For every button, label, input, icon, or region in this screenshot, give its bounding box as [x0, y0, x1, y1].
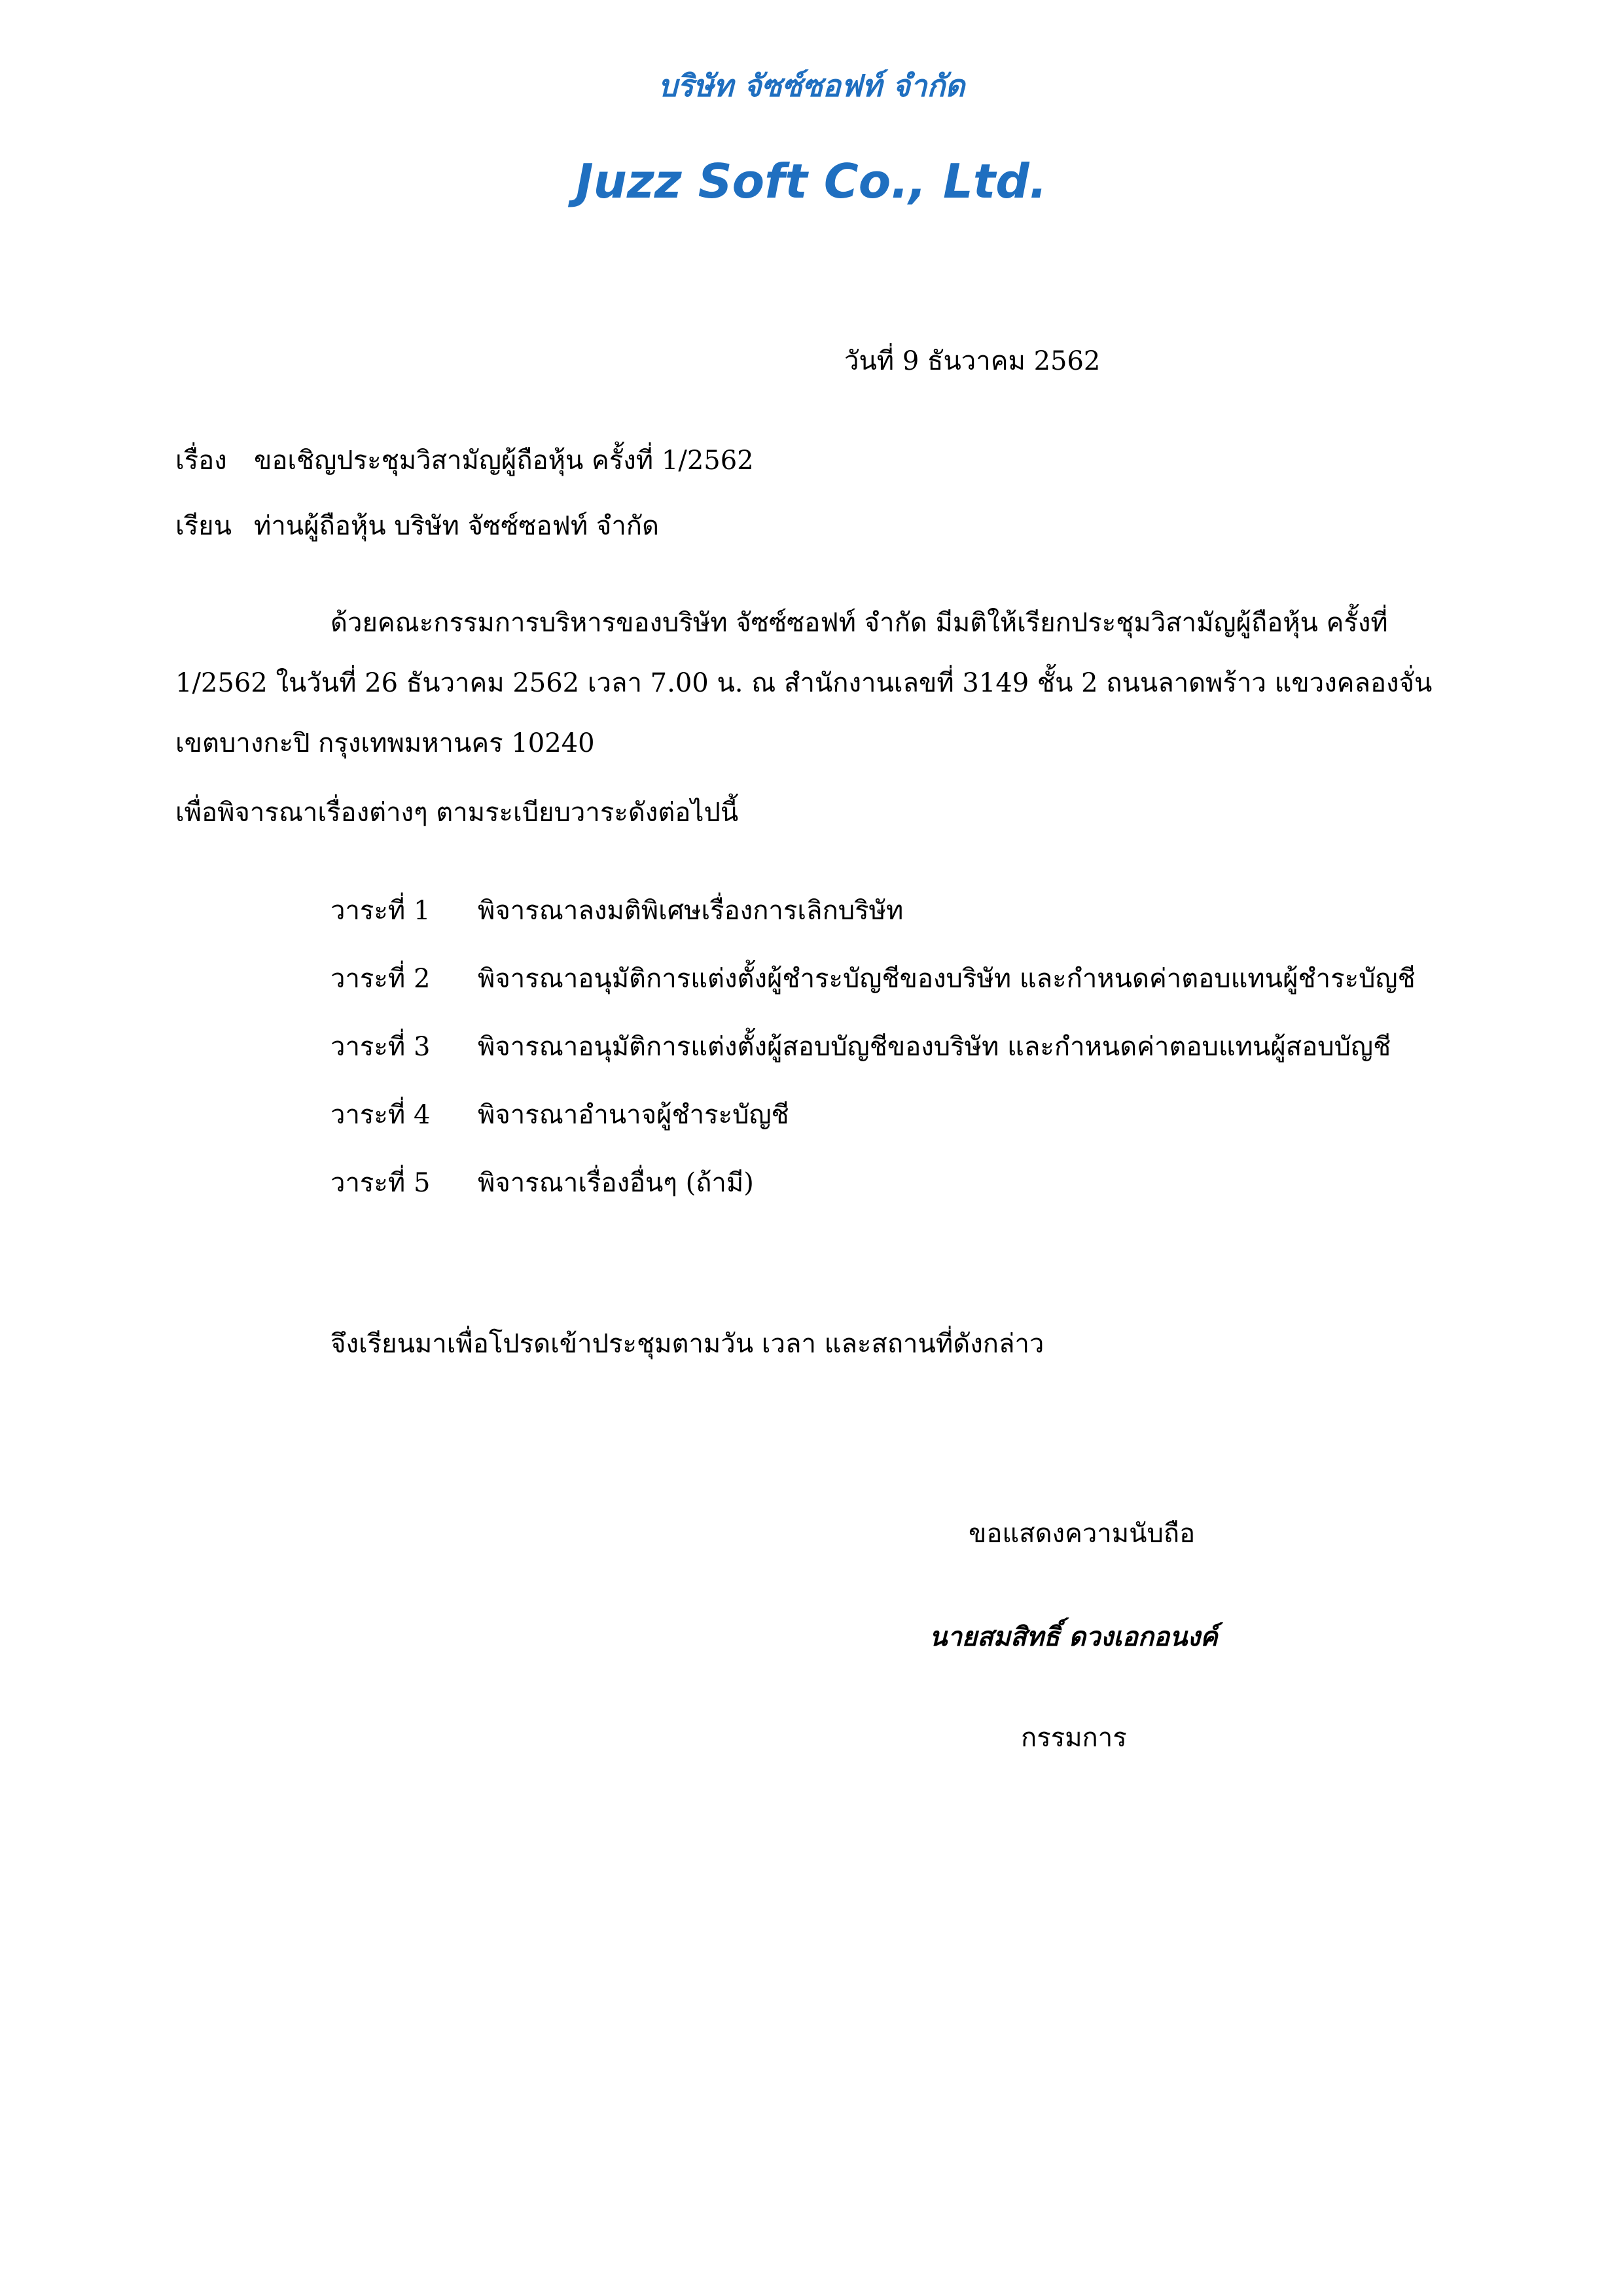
agenda-item-5 [330, 1167, 754, 1199]
agenda-text: พิจารณาอนุมัติการแต่งตั้งผู้สอบบัญชีของบริษัท และกำหนดค่าตอบแทนผู้สอบบัญชี [478, 1032, 1391, 1062]
agenda-text: พิจารณาอำนาจผู้ชำระบัญชี [478, 1100, 789, 1130]
agenda-item-2 [330, 963, 1416, 995]
agenda-item-1 [330, 895, 903, 927]
body-line-4: เพื่อพิจารณาเรื่องต่างๆ ตามระเบียบวาระดังต่อไปนี้ [175, 798, 739, 828]
agenda-item-3 [330, 1031, 1391, 1063]
signer-position: กรรมการ [1021, 1723, 1127, 1753]
body-line-2: 1/2562 ในวันที่ 26 ธันวาคม 2562 เวลา 7.00 น. ณ สำนักงานเลขที่ 3149 ชั้น 2 ถนนลาดพร้าว แขวงคลองจั่น [175, 668, 1433, 698]
company-name-thai: บริษัท จัซซ์ซอฟท์ จำกัด [658, 68, 965, 103]
body-line-1: ด้วยคณะกรรมการบริหารของบริษัท จัซซ์ซอฟท์ จำกัด มีมติให้เรียกประชุมวิสามัญผู้ถือหุ้น ครั้งที่ [330, 608, 1388, 638]
agenda-text: พิจารณาเรื่องอื่นๆ (ถ้ามี) [478, 1168, 754, 1198]
signer-name: นายสมสิทธิ์ ดวงเอกอนงค์ [929, 1621, 1218, 1652]
agenda-number: วาระที่ 1 [330, 896, 431, 926]
agenda-number: วาระที่ 2 [330, 964, 431, 994]
agenda-number: วาระที่ 5 [330, 1168, 431, 1198]
closing-paragraph: จึงเรียนมาเพื่อโปรดเข้าประชุมตามวัน เวลา และสถานที่ดังกล่าว [330, 1329, 1044, 1359]
agenda-number: วาระที่ 3 [330, 1032, 431, 1062]
agenda-number: วาระที่ 4 [330, 1100, 431, 1130]
company-name-english: Juzz Soft Co., Ltd. [575, 154, 1048, 209]
body-line-3: เขตบางกะปิ กรุงเทพมหานคร 10240 [175, 728, 595, 758]
recipient-text: ท่านผู้ถือหุ้น บริษัท จัซซ์ซอฟท์ จำกัด [254, 511, 660, 541]
recipient-label: เรียน [175, 511, 232, 541]
subject-label: เรื่อง [175, 446, 227, 476]
sincerely-line: ขอแสดงความนับถือ [969, 1519, 1196, 1549]
subject-text: ขอเชิญประชุมวิสามัญผู้ถือหุ้น ครั้งที่ 1/2562 [254, 446, 754, 476]
agenda-text: พิจารณาอนุมัติการแต่งตั้งผู้ชำระบัญชีของบริษัท และกำหนดค่าตอบแทนผู้ชำระบัญชี [478, 964, 1416, 994]
agenda-item-4 [330, 1099, 789, 1131]
recipient-line [175, 510, 659, 542]
agenda-text: พิจารณาลงมติพิเศษเรื่องการเลิกบริษัท [478, 896, 904, 926]
subject-line [175, 445, 754, 476]
letter-date: วันที่ 9 ธันวาคม 2562 [844, 346, 1101, 376]
